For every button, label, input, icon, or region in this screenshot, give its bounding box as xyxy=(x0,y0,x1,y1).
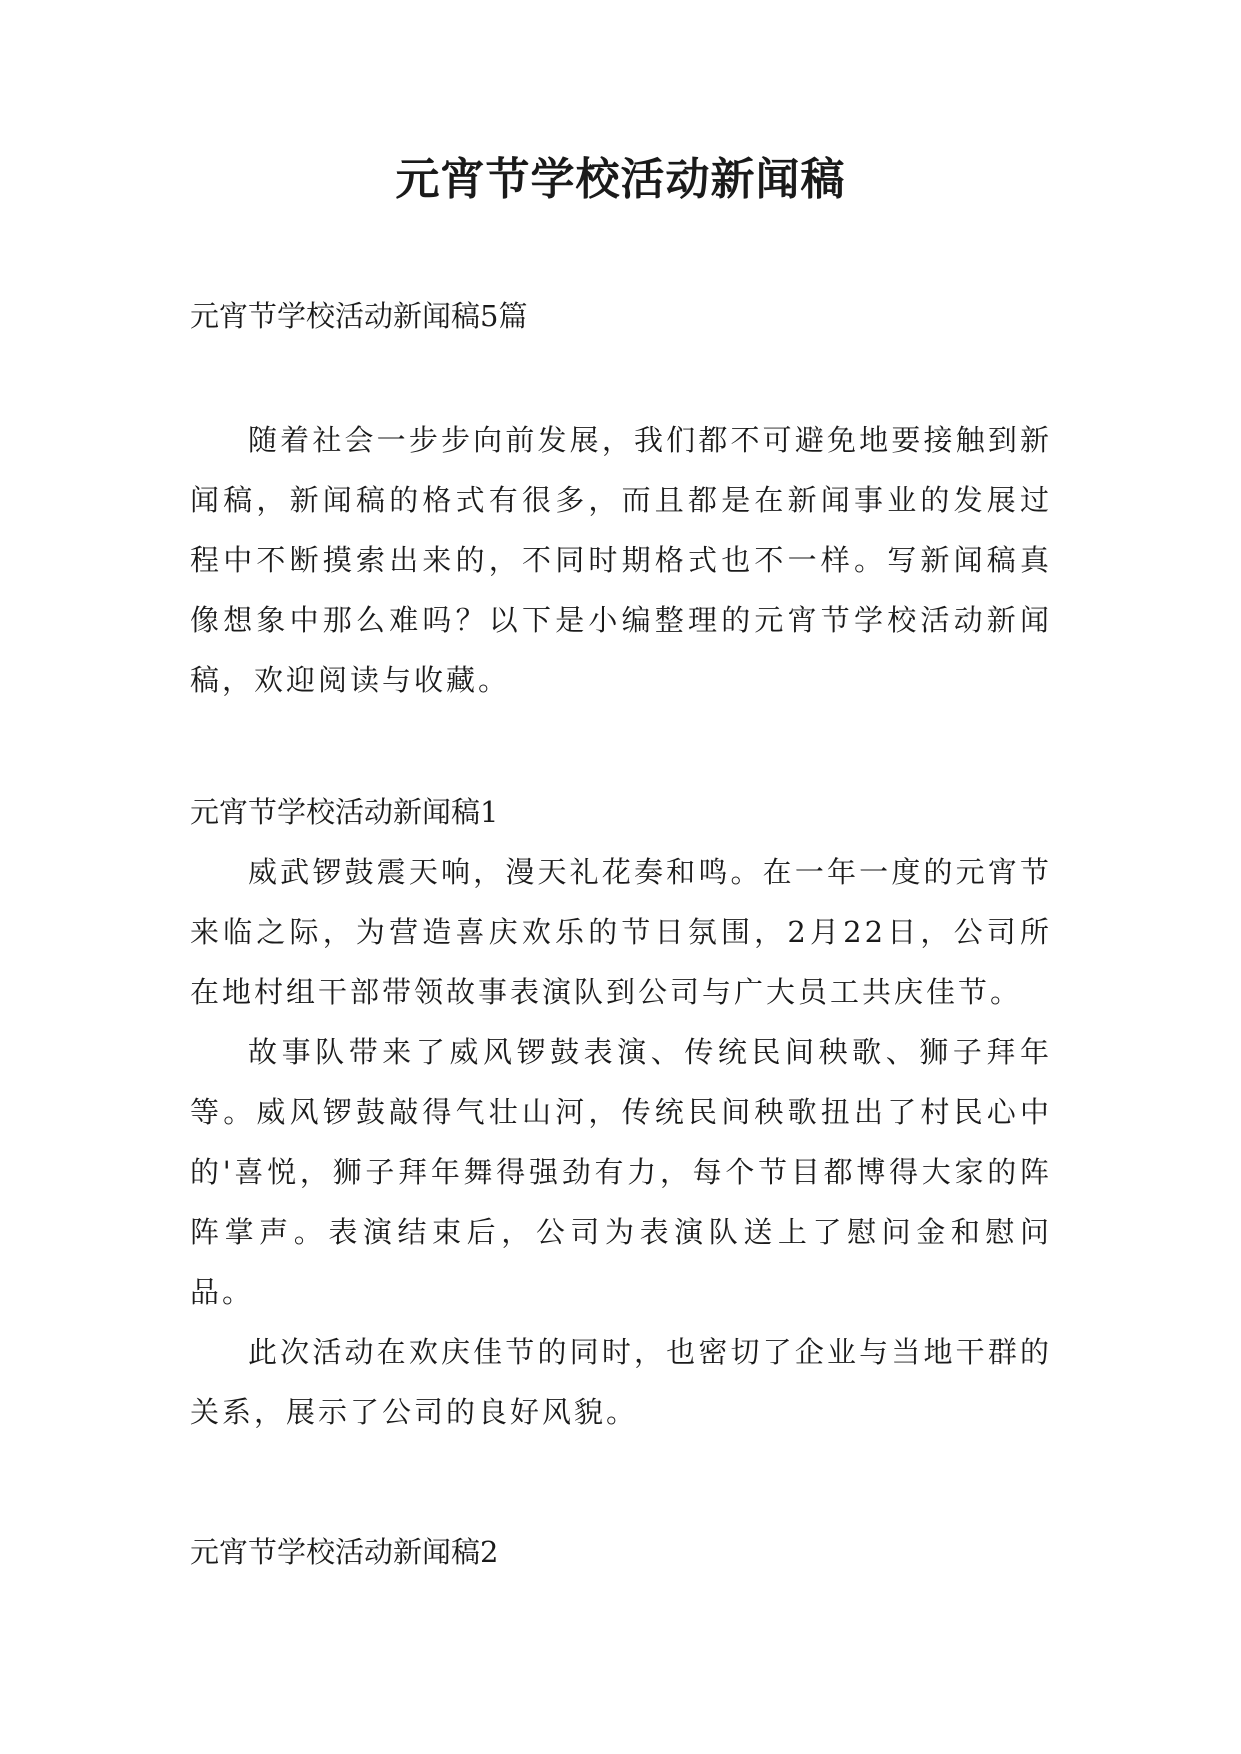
spacer xyxy=(190,346,1052,410)
intro-paragraph: 随着社会一步步向前发展，我们都不可避免地要接触到新闻稿，新闻稿的格式有很多，而且都是在新闻事业的发展过程中不断摸索出来的，不同时期格式也不一样。写新闻稿真像想象中那么难吗？以下是小编整理的元宵节学校活动新闻稿，欢迎阅读与收藏。 xyxy=(190,423,1052,697)
document-body xyxy=(190,286,1052,1582)
section-1-paragraph-1: 威武锣鼓震天响，漫天礼花奏和鸣。在一年一度的元宵节来临之际，为营造喜庆欢乐的节日氛围，2月22日，公司所在地村组干部带领故事表演队到公司与广大员工共庆佳节。 xyxy=(190,855,1052,1009)
section-1-paragraph-3: 此次活动在欢庆佳节的同时，也密切了企业与当地干群的关系，展示了公司的良好风貌。 xyxy=(190,1335,1052,1429)
section-2-heading: 元宵节学校活动新闻稿2 xyxy=(190,1535,499,1569)
spacer xyxy=(190,1442,1052,1522)
section-1-heading: 元宵节学校活动新闻稿1 xyxy=(190,795,499,829)
document-subtitle: 元宵节学校活动新闻稿5篇 xyxy=(190,299,528,333)
document-title: 元宵节学校活动新闻稿 xyxy=(395,154,846,205)
section-1-paragraph-2: 故事队带来了威风锣鼓表演、传统民间秧歌、狮子拜年等。威风锣鼓敲得气壮山河，传统民间秧歌扭出了村民心中的'喜悦，狮子拜年舞得强劲有力，每个节目都博得大家的阵阵掌声。表演结束后，公司为表演队送上了慰问金和慰问品。 xyxy=(190,1035,1052,1309)
spacer xyxy=(190,710,1052,782)
